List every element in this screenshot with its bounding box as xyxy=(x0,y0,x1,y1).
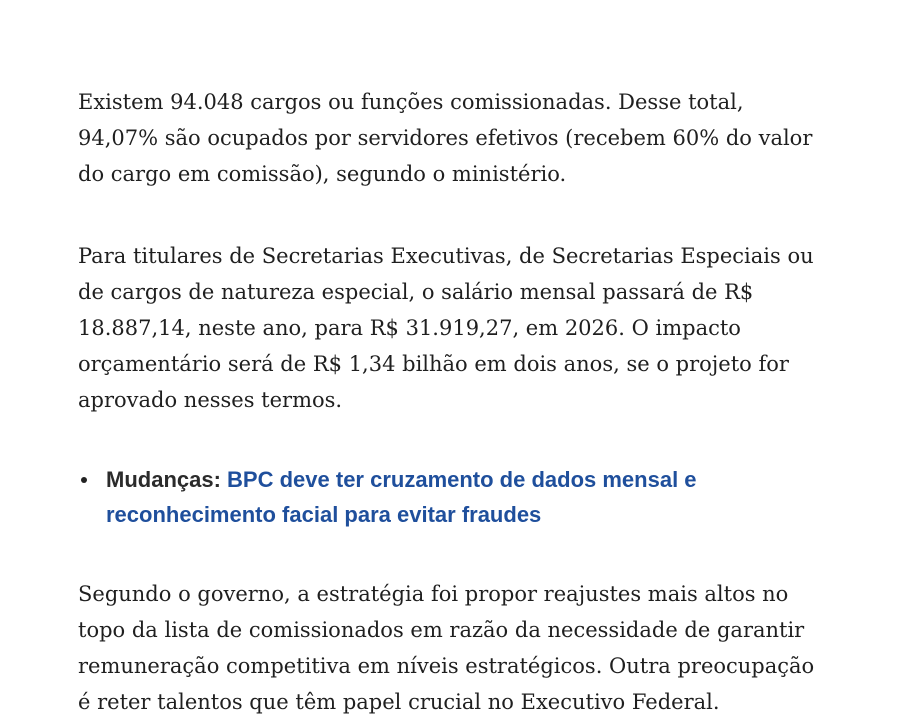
related-article-link[interactable]: BPC deve ter cruzamento de dados mensal e reconhecimento facial para evitar fraudes xyxy=(106,467,697,527)
related-links-list xyxy=(78,462,818,532)
article-paragraph-cargos: Existem 94.048 cargos ou funções comissionadas. Desse total, 94,07% são ocupados por servidores efetivos (recebem 60% do valor do cargo em comissão), segundo o ministério. xyxy=(78,90,813,186)
article-paragraph-salario: Para titulares de Secretarias Executivas, de Secretarias Especiais ou de cargos de natureza especial, o salário mensal passará de R$ 18.887,14, neste ano, para R$ 31.919,27, em 2026. O impacto orçamentário será de R$ 1,34 bilhão em dois anos, se o projeto for aprovado nesses termos. xyxy=(78,244,814,412)
related-link-label: Mudanças: xyxy=(106,467,221,492)
bullet-icon xyxy=(81,477,87,483)
article-body xyxy=(78,84,818,720)
related-link-item xyxy=(78,462,818,532)
article-paragraph-estrategia: Segundo o governo, a estratégia foi propor reajustes mais altos no topo da lista de comissionados em razão da necessidade de garantir remuneração competitiva em níveis estratégicos. Outra preocupação é reter talentos que têm papel crucial no Executivo Federal. xyxy=(78,582,815,714)
